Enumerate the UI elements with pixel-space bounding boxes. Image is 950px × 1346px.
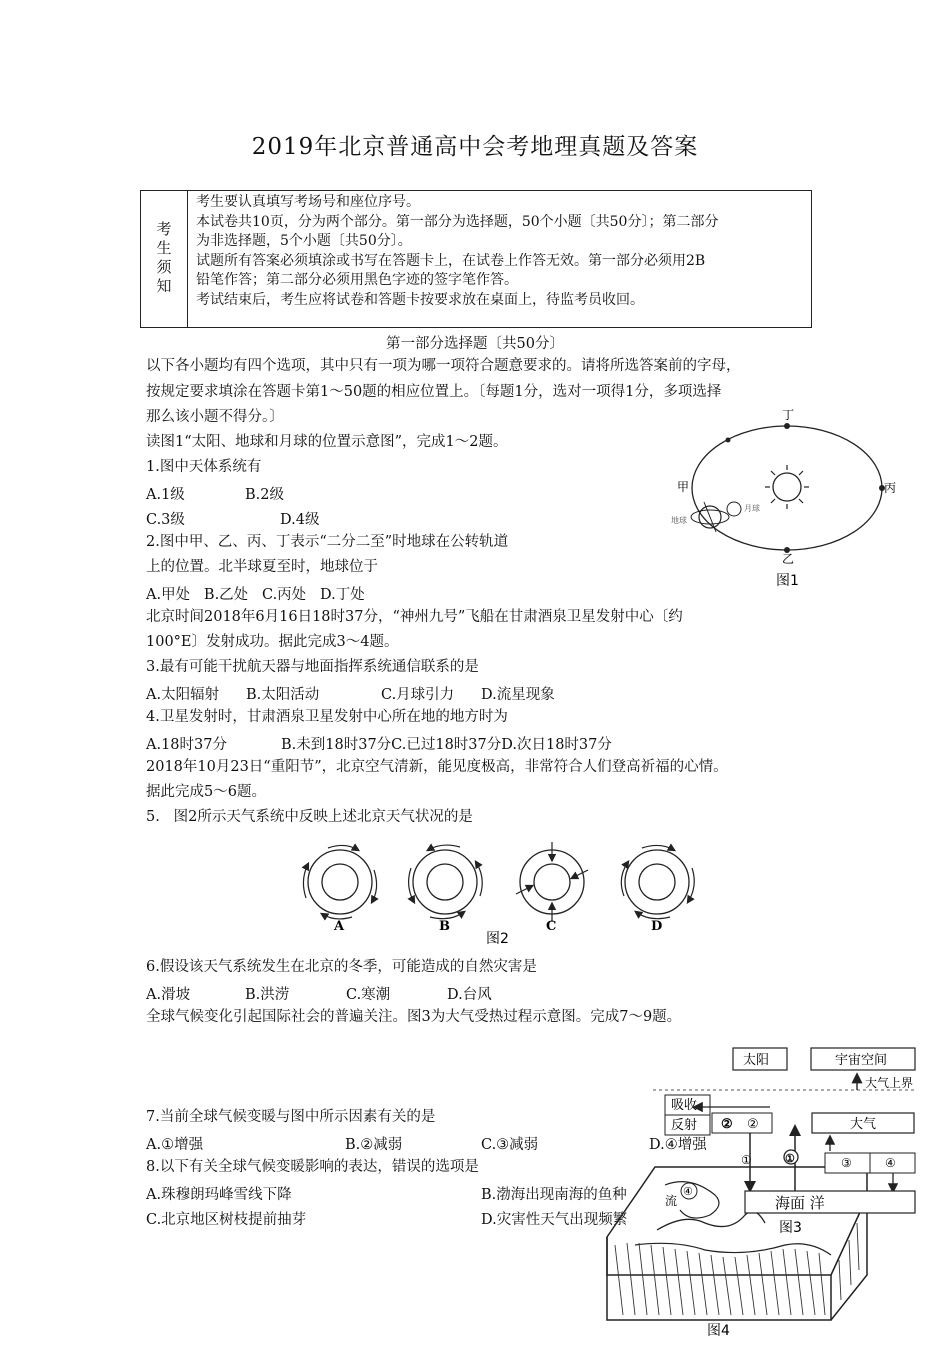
notice-body	[188, 191, 811, 327]
weather-system-a	[303, 845, 376, 918]
figure-3-caption: 图3	[779, 1220, 802, 1236]
question-3: 3.最有可能干扰航天器与地面指挥系统通信联系的是	[146, 659, 479, 675]
label-ding: 丁	[782, 408, 795, 422]
option-row: A.甲处 B.乙处 C.丙处 D.丁处	[146, 587, 365, 603]
label-yi: 乙	[782, 552, 795, 566]
question-6: 6.假设该天气系统发生在北京的冬季，可能造成的自然灾害是	[146, 959, 537, 975]
label-1: ①	[741, 1153, 752, 1167]
option: B.太阳活动	[246, 687, 320, 703]
label-top: 大气上界	[865, 1076, 914, 1090]
figure-4-caption: 图4	[707, 1323, 730, 1339]
label-1-bold: ①	[785, 1152, 795, 1165]
option: A.①增强	[146, 1137, 204, 1153]
label-sun: 太阳	[743, 1053, 770, 1068]
label-2-bold: ②	[721, 1117, 733, 1132]
question-2-cont: 上的位置。北半球夏至时，地球位于	[146, 559, 378, 575]
box-ocean	[745, 1191, 915, 1213]
question-8: 8.以下有关全球气候变暖影响的表达，错误的选项是	[146, 1159, 479, 1175]
notice-line: 试题所有答案必须填涂或书写在答题卡上，在试卷上作答无效。第一部分必须用2B	[196, 252, 706, 269]
context-text: 据此完成5～6题。	[146, 784, 266, 800]
question-4: 4.卫星发射时，甘肃酒泉卫星发射中心所在地的地方时为	[146, 709, 508, 725]
notice-line: 考试结束后，考生应将试卷和答题卡按要求放在桌面上，待监考员收回。	[196, 291, 644, 308]
label-space: 宇宙空间	[835, 1053, 888, 1068]
option: D.灾害性天气出现频繁	[481, 1212, 628, 1228]
option: D.台风	[447, 987, 492, 1003]
label-c: C	[546, 919, 557, 934]
orbit-point	[726, 438, 731, 443]
orbit-point-ding	[784, 423, 790, 429]
question-7: 7.当前全球气候变暖与图中所示因素有关的是	[146, 1109, 436, 1125]
label-flow: 流	[665, 1194, 678, 1208]
page-title: 2019年北京普通高中会考地理真题及答案	[251, 134, 699, 160]
label-earth: 地球	[671, 516, 687, 525]
notice-label: 考生须知	[141, 191, 188, 327]
question-1: 1.图中天体系统有	[146, 459, 262, 475]
weather-system-b	[409, 845, 483, 919]
option: D.④增强	[649, 1137, 707, 1153]
context-text: 读图1“太阳、地球和月球的位置示意图”，完成1～2题。	[146, 434, 508, 450]
option: C.③减弱	[481, 1137, 539, 1153]
question-2: 2.图中甲、乙、丙、丁表示“二分二至”时地球在公转轨道	[146, 534, 509, 550]
intro-line: 以下各小题均有四个选项，其中只有一项为哪一项符合题意要求的。请将所选答案前的字母，	[146, 358, 741, 374]
figure-1	[670, 405, 910, 595]
section-title: 第一部分选择题〔共50分〕	[386, 336, 564, 352]
option: A.珠穆朗玛峰雪线下降	[146, 1187, 292, 1203]
label-4: ④	[885, 1156, 896, 1170]
option: C.3级	[146, 512, 185, 528]
option: C.北京地区树枝提前抽芽	[146, 1212, 307, 1228]
moon-icon	[727, 502, 741, 516]
label-a: A	[334, 919, 345, 934]
label-absorb: 吸收	[671, 1098, 698, 1113]
label-3: ③	[841, 1156, 852, 1170]
label-atmosphere: 大气	[850, 1117, 877, 1132]
weather-system-d	[621, 845, 694, 918]
option: C.寒潮	[346, 987, 391, 1003]
notice-line: 本试卷共10页，分为两个部分。第一部分为选择题，50个小题〔共50分〕；第二部分	[196, 213, 719, 230]
figure-1-caption: 图1	[776, 573, 799, 589]
label-4-circle: ④	[683, 1185, 693, 1198]
label-moon: 月球	[744, 504, 760, 513]
intro-line: 那么该小题不得分。〕	[146, 409, 284, 425]
notice-line: 考生要认真填写考场号和座位序号。	[196, 194, 420, 210]
notice-line: 为非选择题，5个小题〔共50分〕。	[196, 233, 412, 249]
figure-2	[290, 840, 710, 950]
label-b: B	[439, 919, 450, 934]
option: A.滑坡	[146, 987, 191, 1003]
label-jia: 甲	[677, 480, 690, 494]
label-ocean: 海面 洋	[775, 1194, 825, 1212]
context-text: 2018年10月23日“重阳节”，北京空气清新，能见度极高，非常符合人们登高祈福的心情。	[146, 759, 728, 775]
figure-4-block	[607, 1167, 867, 1320]
label-d: D	[651, 919, 663, 934]
option: B.渤海出现南海的鱼种	[481, 1187, 627, 1203]
label-reflect: 反射	[671, 1118, 698, 1133]
option: B.②减弱	[345, 1137, 403, 1153]
option: A.太阳辐射	[146, 687, 220, 703]
label-2: ②	[747, 1117, 759, 1132]
option: C.月球引力	[381, 687, 455, 703]
option: B.2级	[245, 487, 284, 503]
option: B.洪涝	[245, 987, 290, 1003]
option: D.流星现象	[481, 687, 555, 703]
notice-line: 铅笔作答；第二部分必须用黑色字迹的签字笔作答。	[196, 272, 518, 288]
option: A.1级	[146, 487, 185, 503]
label-bing: 丙	[884, 481, 897, 495]
context-text: 100°E〕发射成功。据此完成3～4题。	[146, 634, 399, 650]
intro-line: 按规定要求填涂在答题卡第1～50题的相应位置上。〔每题1分，选对一项得1分，多项选择	[146, 384, 722, 400]
notice-box	[140, 190, 812, 328]
context-text: 全球气候变化引起国际社会的普遍关注。图3为大气受热过程示意图。完成7～9题。	[146, 1009, 682, 1025]
figure-2-caption: 图2	[486, 931, 509, 947]
orbit	[692, 426, 882, 550]
option: A.18时37分	[146, 737, 227, 753]
weather-system-c	[516, 842, 588, 922]
question-5: 5. 图2所示天气系统中反映上述北京天气状况的是	[146, 809, 473, 825]
option-row: B.未到18时37分C.已过18时37分D.次日18时37分	[281, 737, 612, 753]
context-text: 北京时间2018年6月16日18时37分，“神州九号”飞船在甘肃酒泉卫星发射中心〔约	[146, 609, 683, 625]
sun-icon	[765, 465, 809, 509]
figure-3-4	[595, 1045, 935, 1340]
option: D.4级	[280, 512, 320, 528]
